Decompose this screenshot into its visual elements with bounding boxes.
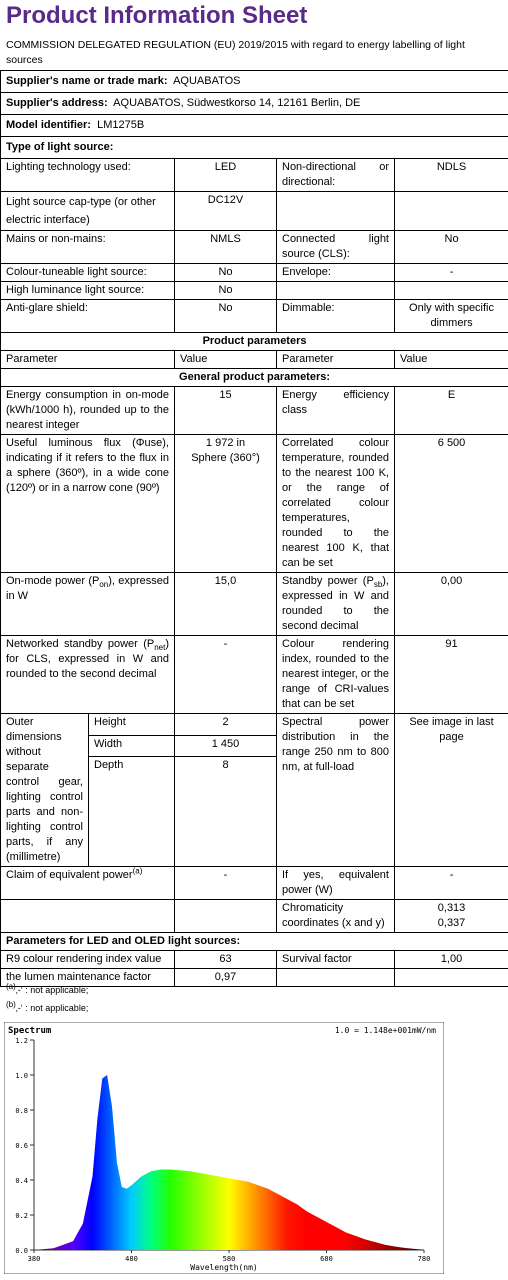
model-identifier-row [1,115,508,137]
outer-dimensions-label: Outer dimensions without separate control gear, lighting control parts and non-lighting control parts, if any (millimetre) [1,714,89,867]
y-tick-label: 0.2 [15,1212,28,1220]
depth-value: 8 [175,757,277,867]
column-header-value: Value [175,351,277,369]
equivalent-power-value: - [395,867,508,900]
y-tick-label: 0.0 [15,1247,28,1255]
footnote-b-sup: (b) [6,1000,16,1009]
y-tick-label: 1.2 [15,1037,28,1045]
energy-class-value: E [395,387,508,435]
lighting-tech-value: LED [175,159,277,192]
on-mode-power-label [1,573,175,636]
lighting-tech-label: Lighting technology used: [1,159,175,192]
cls-value: No [395,231,508,264]
lumen-maintenance-value: 0,97 [175,969,277,987]
led-parameters-heading: Parameters for LED and OLED light sources: [1,933,508,951]
page-title: Product Information Sheet [6,2,308,29]
mains-value: NMLS [175,231,277,264]
footnote-a [6,984,88,996]
energy-consumption-label: Energy consumption in on-mode (kWh/1000 h), rounded up to the nearest integer [1,387,175,435]
supplier-address-value: AQUABATOS, Südwestkorso 14, 12161 Berlin, DE [113,97,361,109]
regulation-text: COMMISSION DELEGATED REGULATION (EU) 2019/2015 with regard to energy labelling of light sources [6,39,465,66]
spectral-label: Spectral power distribution in the range 250 nm to 800 nm, at full-load [277,714,395,867]
networked-standby-label-b: ) for CLS, expressed in W and rounded to the second decimal [6,638,169,680]
product-parameters-heading-row [1,333,508,351]
survival-label: Survival factor [277,951,395,969]
equivalent-claim-text: Claim of equivalent power [6,869,133,881]
y-tick-label: 1.0 [15,1072,28,1080]
luminous-flux-row [1,435,508,573]
energy-consumption-value: 15 [175,387,277,435]
directional-value: NDLS [395,159,508,192]
cap-type-label: Light source cap-type (or other electric interface) [1,192,175,231]
on-mode-power-row [1,573,508,636]
chromaticity-x: 0,313 [437,902,466,914]
chart-title: Spectrum [8,1026,52,1036]
column-header-parameter-2: Parameter [277,351,395,369]
anti-glare-row [1,300,508,333]
high-luminance-label: High luminance light source: [1,282,175,300]
spectral-value: See image in last page [395,714,508,867]
lumen-maintenance-label: the lumen maintenance factor [1,969,175,987]
footnote-a-text: ‚-‘ : not applicable; [15,985,89,995]
chromaticity-y: 0,337 [437,917,466,929]
mains-row [1,231,508,264]
led-parameters-heading-row [1,933,508,951]
on-mode-power-sub: on [99,580,109,590]
supplier-address-label: Supplier's address: [6,97,108,109]
x-tick-label: 480 [125,1255,138,1263]
equivalent-claim-value: - [175,867,277,900]
dimmable-label: Dimmable: [277,300,395,333]
cri-label: Colour rendering index, rounded to the nearest integer, or the range of CRI-values that can be set [277,636,395,714]
dimmable-value: Only with specific dimmers [395,300,508,333]
chromaticity-value [395,900,508,933]
x-tick-label: 780 [417,1255,431,1263]
height-value: 2 [175,714,277,736]
r9-label: R9 colour rendering index value [1,951,175,969]
footnote-a-sup: (a) [6,982,16,991]
standby-power-label [277,573,395,636]
colour-tuneable-value: No [175,264,277,282]
column-header-row [1,351,508,369]
directional-label: Non-directional or directional: [277,159,395,192]
cct-value: 6 500 [395,435,508,573]
width-label: Width [89,735,175,757]
anti-glare-value: No [175,300,277,333]
luminous-flux-value-1: 1 972 in [205,437,246,449]
general-parameters-heading-row [1,369,508,387]
y-tick-label: 0.8 [15,1107,28,1115]
on-mode-power-value: 15,0 [175,573,277,636]
model-identifier-label: Model identifier: [6,119,91,131]
y-tick-label: 0.4 [15,1177,28,1185]
standby-power-label-a: Standby power (P [282,575,374,587]
standby-power-label-b: ), expressed in W and rounded to the second decimal [282,575,389,632]
cap-type-value: DC12V [175,192,277,231]
cri-value: 91 [395,636,508,714]
networked-standby-value: - [175,636,277,714]
networked-standby-sub: net [154,643,166,653]
chart-annotation: 1.0 = 1.148e+001mW/nm [334,1026,436,1035]
y-tick-label: 0.6 [15,1142,28,1150]
on-mode-power-label-b: ), expressed in W [6,575,169,602]
equivalent-power-label: If yes, equivalent power (W) [277,867,395,900]
networked-standby-label [1,636,175,714]
networked-standby-label-a: Networked standby power (P [6,638,155,650]
on-mode-power-label-a: On-mode power (P [6,575,100,587]
cct-label: Correlated colour temperature, rounded to the nearest 100 K, or the range of correlated colour temperatures, rounded to the nearest 100 K, that can be set [277,435,395,573]
footnote-b [6,1002,88,1014]
energy-consumption-row [1,387,508,435]
high-luminance-value: No [175,282,277,300]
light-source-heading: Type of light source: [1,137,508,159]
colour-tuneable-label: Colour-tuneable light source: [1,264,175,282]
energy-class-label: Energy efficiency class [277,387,395,435]
standby-power-value: 0,00 [395,573,508,636]
envelope-label: Envelope: [277,264,395,282]
depth-label: Depth [89,757,175,867]
x-tick-label: 380 [27,1255,41,1263]
height-label: Height [89,714,175,736]
cls-label: Connected light source (CLS): [277,231,395,264]
luminous-flux-label: Useful luminous flux (Φuse), indicating if it refers to the flux in a sphere (360º), in a wide cone (120º) or in a narrow cone (90º) [1,435,175,573]
chromaticity-label: Chromaticity coordinates (x and y) [277,900,395,933]
column-header-parameter: Parameter [1,351,175,369]
supplier-name-row [1,71,508,93]
luminous-flux-value [175,435,277,573]
r9-value: 63 [175,951,277,969]
r9-row [1,951,508,969]
spectrum-chart [4,1022,444,1274]
product-info-table [0,70,508,987]
equivalent-claim-sup: (a) [132,866,143,876]
supplier-address-row [1,93,508,115]
width-value: 1 450 [175,735,277,757]
model-identifier-value: LM1275B [97,119,145,131]
high-luminance-row [1,282,508,300]
cap-type-row [1,192,508,231]
standby-power-sub: sb [373,580,383,590]
anti-glare-label: Anti-glare shield: [1,300,175,333]
lighting-tech-row [1,159,508,192]
supplier-name-label: Supplier's name or trade mark: [6,75,168,87]
footnote-b-text: ‚-‘ : not applicable; [15,1003,89,1013]
equivalent-claim-label [1,867,175,900]
survival-value: 1,00 [395,951,508,969]
envelope-value: - [395,264,508,282]
x-tick-label: 580 [222,1255,236,1263]
networked-standby-row [1,636,508,714]
product-parameters-heading: Product parameters [1,333,508,351]
light-source-heading-row [1,137,508,159]
colour-tuneable-row [1,264,508,282]
chart-xlabel: Wavelength(nm) [190,1263,258,1272]
chromaticity-row [1,900,508,933]
x-tick-label: 680 [320,1255,333,1263]
supplier-name-value: AQUABATOS [173,75,241,87]
mains-label: Mains or non-mains: [1,231,175,264]
equivalent-power-row [1,867,508,900]
luminous-flux-value-2: Sphere (360°) [191,452,260,464]
general-parameters-heading: General product parameters: [1,369,508,387]
column-header-value-2: Value [395,351,508,369]
dimensions-height-row [1,714,508,736]
